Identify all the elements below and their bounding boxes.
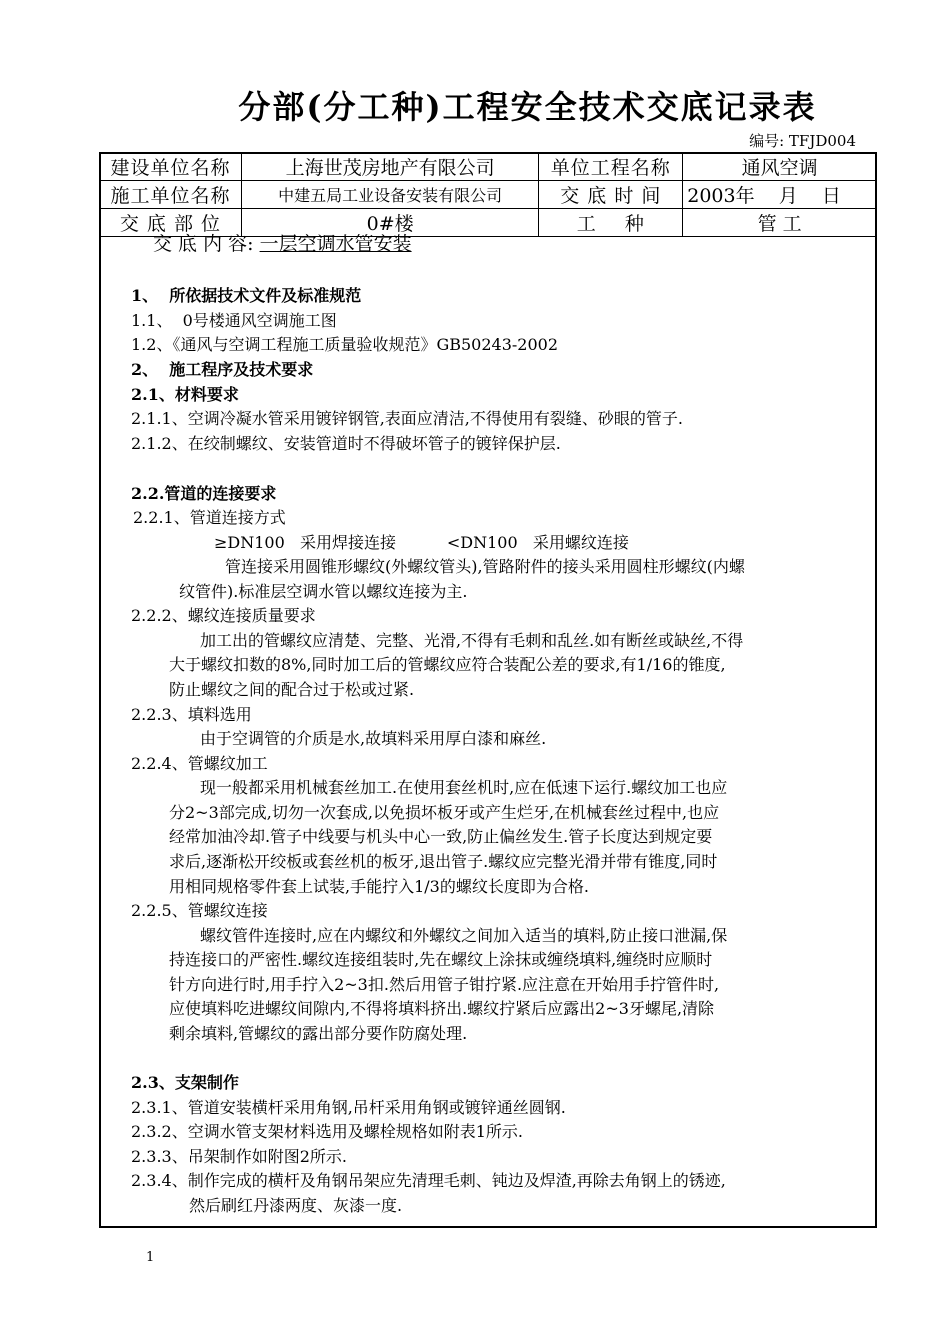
header-row-2	[100, 181, 877, 209]
line-thread-type-1: 管连接采用圆锥形螺纹(外螺纹管头),管路附件的接头采用圆柱形螺纹(内螺	[225, 557, 745, 576]
section-2-heading: 2、 施工程序及技术要求	[131, 360, 314, 379]
header-row-1	[100, 153, 877, 181]
part-label: 交 底 部 位	[100, 209, 242, 237]
line-quality-1: 加工出的管螺纹应清楚、完整、光滑,不得有毛刺和乱丝.如有断丝或缺丝,不得	[200, 631, 744, 650]
line-machining-2: 分2~3部完成,切勿一次套成,以免损坏板牙或产生烂牙,在机械套丝过程中,也应	[169, 803, 720, 822]
line-machining-1: 现一般都采用机械套丝加工.在使用套丝机时,应在低速下运行.螺纹加工也应	[200, 778, 728, 797]
trade-label: 工 种	[539, 209, 683, 237]
line-2-2-3: 2.2.3、填料选用	[131, 705, 252, 724]
line-machining-4: 求后,逐渐松开绞板或套丝机的板牙,退出管子.螺纹应完整光滑并带有锥度,同时	[169, 852, 718, 871]
line-joining-1: 螺纹管件连接时,应在内螺纹和外螺纹之间加入适当的填料,防止接口泄漏,保	[200, 926, 728, 945]
line-thread-type-2: 纹管件).标准层空调水管以螺纹连接为主.	[179, 582, 468, 601]
contractor-value: 中建五局工业设备安装有限公司	[241, 181, 538, 209]
line-joining-2: 持连接口的严密性.螺纹连接组装时,先在螺纹上涂抹或缠绕填料,缠绕时应顺时	[169, 950, 713, 969]
line-2-3-4: 2.3.4、制作完成的横杆及角钢吊架应先清理毛刺、钝边及焊渣,再除去角钢上的锈迹,	[131, 1171, 726, 1190]
line-2-3-4-cont: 然后刷红丹漆两度、灰漆一度.	[189, 1196, 403, 1215]
content-heading	[153, 232, 412, 257]
line-1-2: 1.2、《通风与空调工程施工质量验收规范》GB50243-2002	[131, 335, 559, 354]
line-2-2-1: 2.2.1、管道连接方式	[133, 508, 286, 527]
line-2-3-1: 2.3.1、管道安装横杆采用角钢,吊杆采用角钢或镀锌通丝圆钢.	[131, 1098, 566, 1117]
line-2-3-3: 2.3.3、吊架制作如附图2所示.	[131, 1147, 347, 1166]
content-label: 交 底 内 容:	[153, 233, 260, 255]
date-label: 交 底 时 间	[539, 181, 683, 209]
line-quality-2: 大于螺纹扣数的8%,同时加工后的管螺纹应符合装配公差的要求,有1/16的锥度,	[169, 655, 726, 674]
document-number: 编号: TFJD004	[749, 132, 856, 150]
date-value: 2003年 月 日	[683, 181, 877, 209]
part-value: 0#楼	[241, 209, 538, 237]
contractor-label: 施工单位名称	[100, 181, 242, 209]
line-2-2-4: 2.2.4、管螺纹加工	[131, 754, 268, 773]
trade-value: 管 工	[683, 209, 877, 237]
section-1-heading: 1、 所依据技术文件及标准规范	[131, 286, 362, 305]
builder-label: 建设单位名称	[100, 153, 242, 181]
line-2-1-2: 2.1.2、在绞制螺纹、安装管道时不得破坏管子的镀锌保护层.	[131, 434, 561, 453]
line-machining-3: 经常加油冷却.管子中线要与机头中心一致,防止偏丝发生.管子长度达到规定要	[169, 827, 713, 846]
line-machining-5: 用相同规格零件套上试装,手能拧入1/3的螺纹长度即为合格.	[169, 877, 589, 896]
unit-project-label: 单位工程名称	[539, 153, 683, 181]
line-2-1-1: 2.1.1、空调冷凝水管采用镀锌钢管,表面应清洁,不得使用有裂缝、砂眼的管子.	[131, 409, 683, 428]
content-subject: 一层空调水管安装	[259, 233, 412, 255]
line-joining-3: 针方向进行时,用手拧入2~3扣.然后用管子钳拧紧.应注意在开始用手拧管件时,	[169, 975, 720, 994]
line-joining-4: 应使填料吃进螺纹间隙内,不得将填料挤出.螺纹拧紧后应露出2~3牙螺尾,清除	[169, 999, 715, 1018]
unit-project-value: 通风空调	[683, 153, 877, 181]
line-quality-3: 防止螺纹之间的配合过于松或过紧.	[169, 680, 415, 699]
header-table	[99, 152, 877, 237]
section-2-1-heading: 2.1、材料要求	[131, 385, 239, 404]
section-2-3-heading: 2.3、支架制作	[131, 1073, 239, 1092]
page-title: 分部(分工种)工程安全技术交底记录表	[238, 88, 817, 126]
line-1-1: 1.1、 0号楼通风空调施工图	[131, 311, 337, 330]
line-2-2-5: 2.2.5、管螺纹连接	[131, 901, 268, 920]
line-filler: 由于空调管的介质是水,故填料采用厚白漆和麻丝.	[200, 729, 547, 748]
builder-value: 上海世茂房地产有限公司	[241, 153, 538, 181]
line-2-3-2: 2.3.2、空调水管支架材料选用及螺栓规格如附表1所示.	[131, 1122, 523, 1141]
page-number: 1	[146, 1250, 155, 1265]
section-2-2-heading: 2.2.管道的连接要求	[131, 484, 277, 503]
line-dn100-rule: ≥DN100 采用焊接连接 <DN100 采用螺纹连接	[214, 533, 629, 552]
line-2-2-2: 2.2.2、螺纹连接质量要求	[131, 606, 316, 625]
line-joining-5: 剩余填料,管螺纹的露出部分要作防腐处理.	[169, 1024, 468, 1043]
